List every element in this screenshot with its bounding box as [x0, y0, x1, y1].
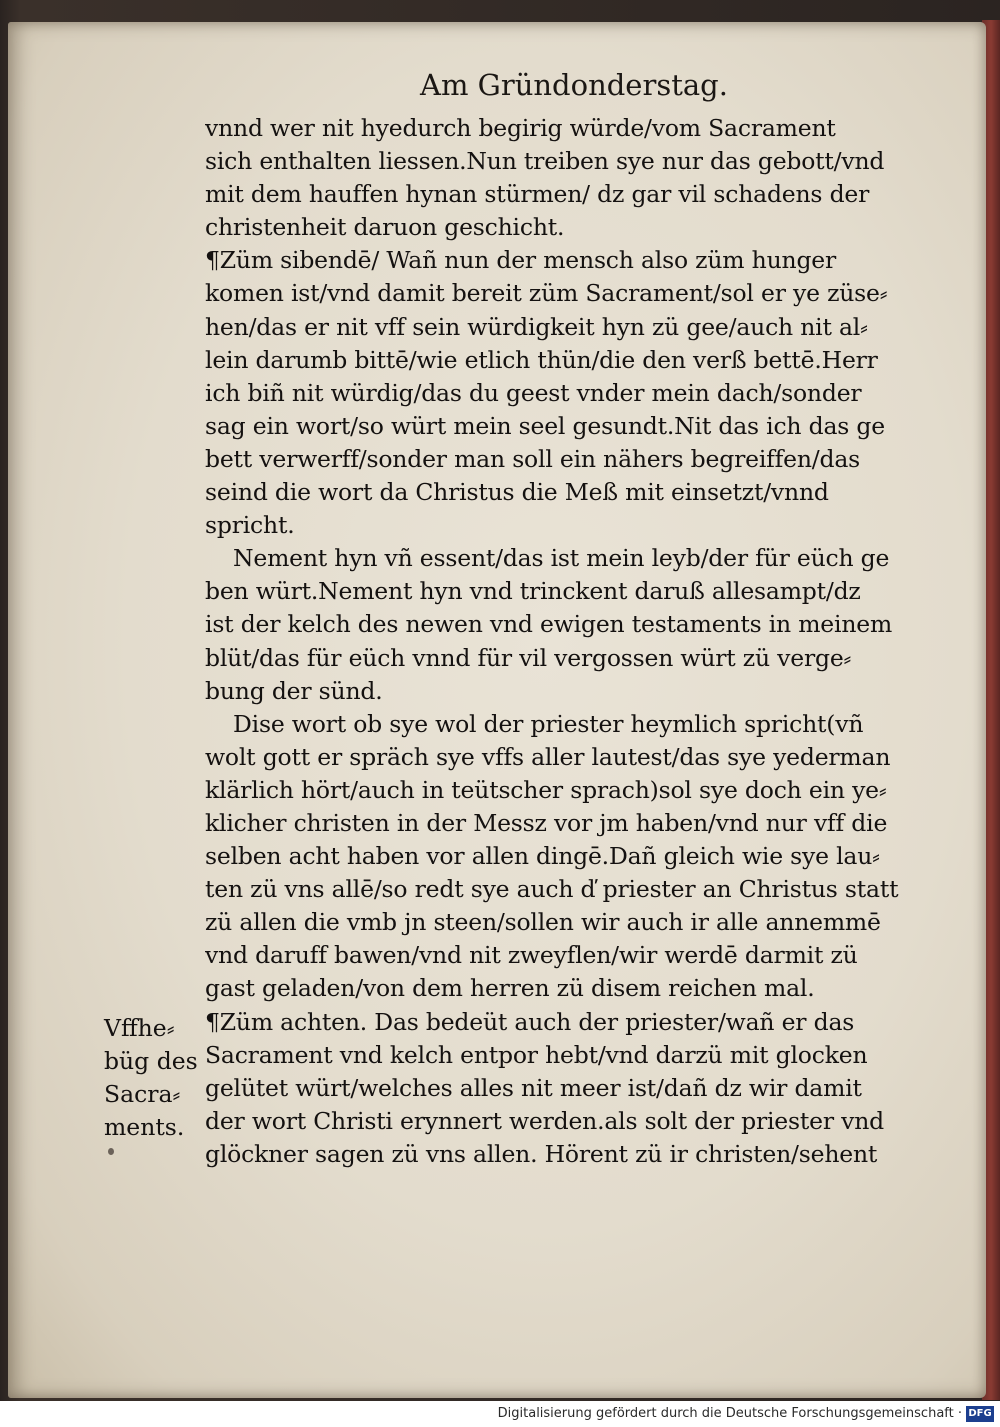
- text-line: sag ein wort/so würt mein seel gesundt.Nit das ich das ge: [205, 411, 885, 440]
- text-line: sich enthalten liessen.Nun treiben sye nur das gebott/vnd: [205, 147, 885, 176]
- paper-speck: [108, 1148, 114, 1155]
- text-line: bung der sünd.: [205, 676, 383, 705]
- text-line: mit dem hauffen hynan stürmen/ dz gar vil schadens der: [205, 180, 870, 209]
- text-line: hen/das er nit vff sein würdigkeit hyn zü gee/auch nit al⸗: [205, 312, 868, 341]
- running-head: Am Gründonderstag.: [420, 68, 728, 102]
- text-line: ¶Züm sibendē/ Wañ nun der mensch also züm hunger: [205, 246, 837, 275]
- text-line: vnd daruff bawen/vnd nit zweyflen/wir werdē darmit zü: [205, 941, 858, 970]
- text-line: lein darumb bittē/wie etlich thün/die den verß bettē.Herr: [205, 345, 878, 374]
- text-line: zü allen die vmb jn steen/sollen wir auch ir alle annemmē: [205, 908, 881, 937]
- text-line: vnnd wer nit hyedurch begirig würde/vom Sacrament: [205, 114, 836, 142]
- text-line: ten zü vns allē/so redt sye auch ď priester an Christus statt: [205, 875, 899, 904]
- text-line: komen ist/vnd damit bereit züm Sacrament/sol er ye züse⸗: [205, 279, 888, 308]
- text-line: klärlich hört/auch in teütscher sprach)sol sye doch ein ye⸗: [205, 775, 887, 804]
- text-line: Dise wort ob sye wol der priester heymlich spricht(vñ: [233, 709, 864, 738]
- dfg-logo-icon: DFG: [966, 1406, 994, 1422]
- text-line: bett verwerff/sonder man soll ein nähers begreiffen/das: [205, 444, 860, 473]
- text-line: ich biñ nit würdig/das du geest vnder mein dach/sonder: [205, 378, 862, 407]
- text-line: blüt/das für eüch vnnd für vil vergossen würt zü verge⸗: [205, 643, 852, 672]
- text-line: seind die wort da Christus die Meß mit einsetzt/vnnd: [205, 478, 829, 507]
- text-line: der wort Christi erynnert werden.als solt der priester vnd: [205, 1106, 884, 1135]
- text-line: gelütet würt/welches alles nit meer ist/dañ dz wir damit: [205, 1073, 862, 1102]
- marginal-note-line: Vffhe⸗: [104, 1014, 175, 1042]
- text-line: selben acht haben vor allen dingē.Dañ gleich wie sye lau⸗: [205, 842, 880, 871]
- footer-bar: [0, 1401, 1000, 1427]
- text-line: Sacrament vnd kelch entpor hebt/vnd darzü mit glocken: [205, 1040, 868, 1069]
- marginal-note-line: Sacra⸗: [104, 1080, 181, 1109]
- text-line: wolt gott er spräch sye vffs aller lautest/das sye yederman: [205, 742, 891, 771]
- body-text: [205, 112, 945, 1171]
- text-line: ben würt.Nement hyn vnd trinckent daruß allesampt/dz: [205, 577, 861, 606]
- text-line: glöckner sagen zü vns allen. Hörent zü ir christen/sehent: [205, 1139, 878, 1168]
- text-line: Nement hyn vñ essent/das ist mein leyb/der für eüch ge: [233, 544, 890, 573]
- marginal-note: [104, 1012, 204, 1144]
- text-line: ist der kelch des newen vnd ewigen testaments in meinem: [205, 610, 893, 639]
- text-line: spricht.: [205, 511, 295, 540]
- funding-credit: Digitalisierung gefördert durch die Deutsche Forschungsgemeinschaft ·: [497, 1406, 962, 1421]
- text-line: ¶Züm achten. Das bedeüt auch der priester/wañ er das: [205, 1007, 855, 1036]
- marginal-note-line: büg des: [104, 1047, 198, 1076]
- text-line: klicher christen in der Messz vor jm haben/vnd nur vff die: [205, 808, 888, 837]
- marginal-note-line: ments.: [104, 1113, 185, 1142]
- text-line: gast geladen/von dem herren zü disem reichen mal.: [205, 974, 815, 1003]
- text-line: christenheit daruon geschicht.: [205, 213, 565, 242]
